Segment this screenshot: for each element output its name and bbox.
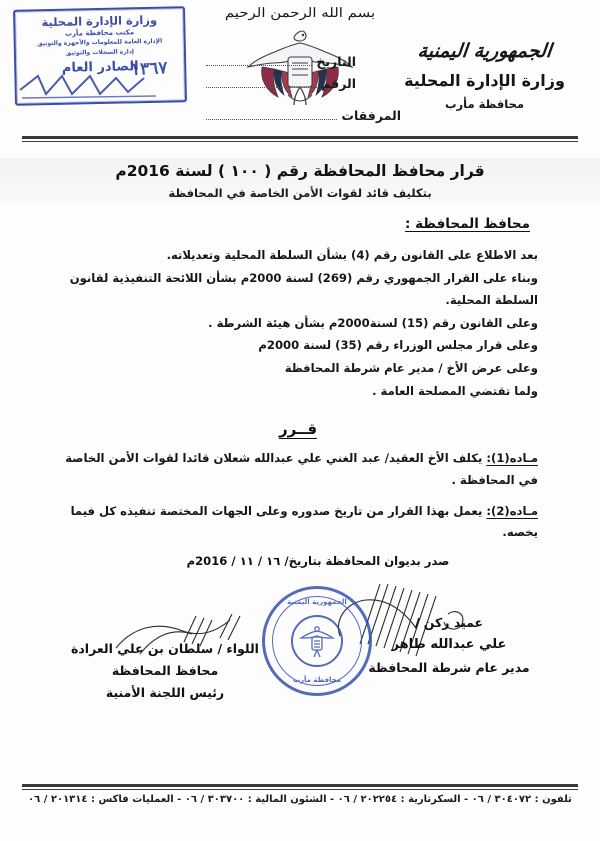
stamp-line-3: الإدارة العامة للمعلومات والأجهزة والتوثيق (37, 37, 163, 48)
ministry-name: وزارة الإدارة المحلية (404, 70, 565, 90)
letterhead-attachments (206, 108, 401, 130)
police-role: مدير عام شرطة المحافظة (368, 659, 530, 675)
article-1 (58, 448, 538, 491)
signature-block-governor (60, 638, 270, 704)
governor-role-1: محافظ المحافظة (111, 662, 219, 678)
field-number-label: الرقم (321, 76, 356, 91)
page-subtitle: بتكليف قائد لقوات الأمن الخاصة في المحافظة (168, 186, 432, 200)
police-rank: عميد ركن / (414, 614, 484, 630)
republic-name: الجمهورية اليمنية (416, 40, 553, 62)
field-number (206, 76, 356, 91)
page-title: قرار محافظ المحافظة رقم ( ١٠٠ ) لسنة 2016م (115, 162, 485, 180)
preamble-line: وعلى قرار مجلس الوزراء رقم (35) لسنة 2000م (258, 338, 538, 353)
stamp-line-4: إدارة السجلات والتوثيق (65, 48, 135, 57)
stamp-handwriting: ١٣٦٧ (130, 58, 169, 80)
decide-heading: قــرر (278, 420, 318, 439)
header-divider (22, 136, 578, 139)
document-body (0, 244, 600, 568)
stamp-line-2: مكتب محافظة مأرب (64, 28, 135, 38)
article-2-number: مـاده(2): (486, 504, 538, 519)
governor-role-2: رئيس اللجنة الأمنية (105, 684, 225, 700)
field-number-line (206, 87, 317, 88)
field-attachments-label: المرفقات (341, 108, 401, 123)
seal-eagle-icon (297, 621, 337, 661)
official-round-seal (262, 586, 372, 696)
seal-text-bottom: محافظة مأرب (292, 676, 342, 684)
title-block (0, 158, 600, 202)
governor-label-wrap (60, 216, 600, 232)
preamble-block (58, 244, 538, 402)
field-date-label: التاريخ (316, 54, 356, 69)
letterhead-fields (206, 54, 356, 98)
article-2 (58, 501, 538, 544)
field-attachments-line (206, 119, 337, 120)
article-1-number: مـاده(1): (486, 451, 538, 466)
letterhead (0, 0, 600, 132)
basmala-text: بسم الله الرحمن الرحيم (224, 6, 376, 21)
preamble-line: وعلى عرض الأخ / مدير عام شرطة المحافظة (284, 360, 538, 375)
field-attachments (206, 108, 401, 123)
seal-text-top: الجمهورية اليمنية (287, 598, 347, 606)
preamble-line: بعد الاطلاع على القانون رقم (4) بشأن السلطة المحلية وتعديلاته. (166, 248, 538, 262)
stamp-line-1: وزارة الإدارة المحلية (41, 12, 158, 30)
signature-block-police (354, 612, 544, 679)
governorate-name: محافظة مأرب (444, 96, 525, 111)
footer-contact-text: تلفون : ٣٠٤٠٧٢ / ٠٦ - السكرتارية : ٢٠٢٢٥٤ / ٠٦ - الشئون المالية : ٣٠٣٧٠٠ / ٠٦ - العمليات فاكس : ٢٠١٣١٤ / ٠٦ (28, 794, 572, 805)
ministry-block (377, 38, 592, 112)
field-date (206, 54, 356, 69)
police-name: علي عبدالله طاهر (391, 636, 507, 652)
governor-label: محافظ المحافظة : (405, 216, 530, 232)
field-date-line (206, 65, 312, 66)
article-2-text: يعمل بهذا القرار من تاريخ صدوره وعلى الجهات المختصة تنفيذه كل فيما يخصه. (70, 504, 538, 540)
stamp-line-5: الصادر العام (61, 59, 139, 76)
preamble-line: وبناء على القرار الجمهوري رقم (269) لسنة 2000م بشأن اللائحة التنفيذية لقانون السلطة المحلية. (69, 270, 538, 308)
preamble-line: ولما تقتضي المصلحة العامة . (372, 383, 538, 398)
preamble-line: وعلى القانون رقم (15) لسنة2000م بشأن هيئة الشرطة . (208, 315, 538, 330)
footer-divider (22, 784, 578, 787)
issue-date-line: صدر بديوان المحافظة بتاريخ/ ١٦ / ١١ / 2016م (186, 553, 450, 568)
governor-rank-name: اللواء / سلطان بن علي العرادة (71, 640, 259, 656)
footer (22, 784, 578, 805)
article-1-text: يكلف الأخ العقيد/ عبد الغني علي عبدالله شعلان قائدا لقوات الأمن الخاصة في المحافظة . (65, 451, 538, 487)
